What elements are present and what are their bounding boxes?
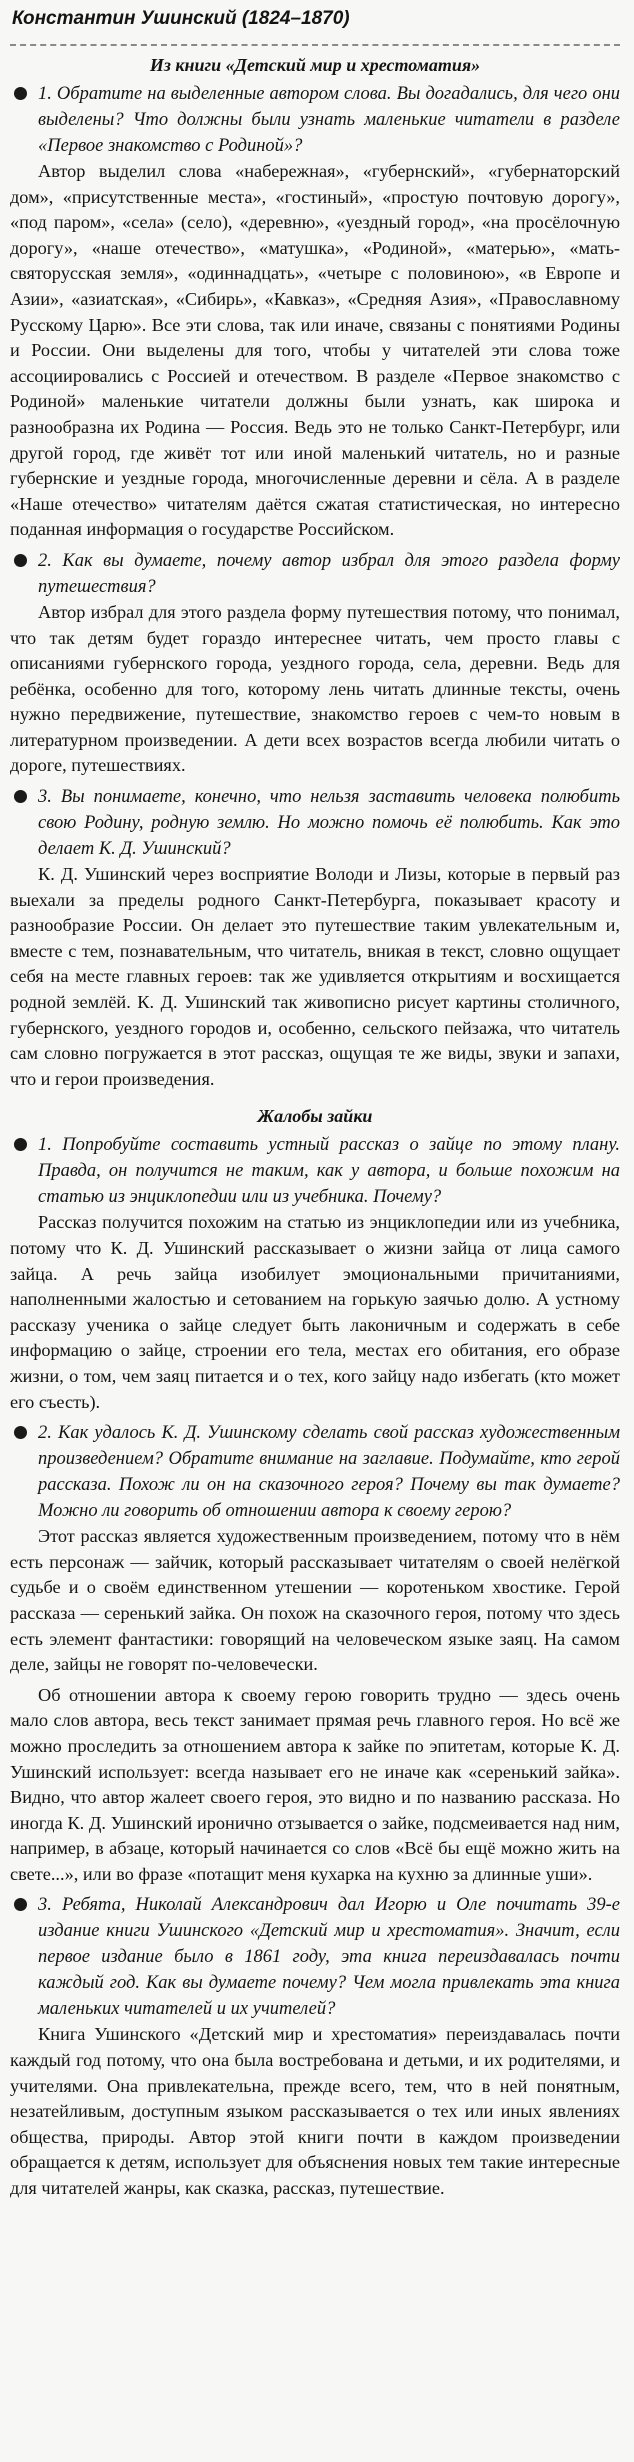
answer-paragraph: Этот рассказ является художественным произведением, потому что в нём есть персонаж — зайчик, который рассказывает читателям о своей нелёгкой судьбе и о своём единственном утешении — коротеньком хвостике. Герой рассказа — серенький зайка. Он похож на сказочного героя, потому что здесь есть элемент фантастики: говорящий на человеческом языке заяц. На самом деле, зайцы не говорят по-человечески. (10, 1526, 620, 1675)
section-zhaloby-zaiki (10, 1103, 620, 2201)
question-item (10, 1892, 620, 2022)
header-divider (10, 44, 620, 46)
question-item (10, 548, 620, 600)
answer-paragraph: Автор выделил слова «набережная», «губернский», «губернаторский дом», «присутственные места», «гостиный», «простую почтовую дорогу», «под паром», «села» (село), «деревню», «уездный город», «на просёлочную дорогу», «наше отечество», «матушка», «Родиной», «матерью», «мать-святорусская земля», «одиннадцать», «четыре с половиною», «в Европе и Азии», «азиатская», «Сибирь», «Кавказ», «Средняя Азия», «Православному Русскому Царю». Все эти слова, так или иначе, связаны с понятиями Родины и России. Они выделены для того, чтобы у читателей эти слова тоже ассоциировались с Россией и отечеством. В разделе «Первое знакомство с Родиной» маленькие читатели должны были узнать, как широка и разнообразна их Родина — Россия. Ведь это не только Санкт-Петербург, или другой город, где живёт тот или иной маленький читатель, но и разные губернские и уездные города, многочисленные деревни и сёла. А в разделе «Наше отечество» читателям даётся сжатая статистическая, но интересно поданная информация о государстве Российском. (10, 161, 620, 540)
answer-paragraph: Автор избрал для этого раздела форму путешествия потому, что понимал, что так детям будет гораздо интереснее читать, чем просто главы с описаниями губернского города, уездного города, села, деревни. Ведь для ребёнка, особенно для того, которому лень читать длинные тексты, очень нужно передвижение, путешествие, знакомство героев с чем-то новым в литературном произведении. А дети всех возрастов всегда любили читать о дороге, путешествиях. (10, 601, 620, 776)
bullet-icon (14, 87, 27, 100)
bullet-icon (14, 1898, 27, 1911)
question-item (10, 1132, 620, 1210)
bullet-icon (14, 1426, 27, 1439)
answer-paragraph: К. Д. Ушинский через восприятие Володи и Лизы, которые в первый раз выехали за пределы родного Санкт-Петербурга, показывает красоту и разнообразие России. Он делает это путешествие таким увлекательным и, вместе с тем, познавательным, что читатель, вникая в текст, словно ощущает себя на месте главных героев: так же удивляется открытиям и восхищается родной землёй. К. Д. Ушинский так живописно рисует картины столичного, губернского, уездного городов и, особенно, сельского пейзажа, что читатель сам словно погружается в этот рассказ, ощущая те же виды, звуки и запахи, что и герои произведения. (10, 864, 620, 1089)
bullet-icon (14, 790, 27, 803)
question-text: 2. Как вы думаете, почему автор избрал для этого раздела форму путешествия? (38, 550, 620, 597)
answer-paragraph: Рассказ получится похожим на статью из энциклопедии или из учебника, потому что К. Д. Ушинский рассказывает о жизни зайца от лица самого зайца. А речь зайца изобилует эмоциональными причитаниями, наполненными жалостью и сетованием на горькую заячью долю. А устному рассказу ученика о зайце следует быть лаконичным и содержать в себе информацию о зайце, строении его тела, местах его обитания, его образе жизни, о том, чем заяц питается и о тех, кого зайцу надо избегать (кто может его съесть). (10, 1212, 620, 1412)
question-item (10, 784, 620, 862)
running-head: Константин Ушинский (1824–1870) (12, 8, 350, 29)
section-detsky-mir (10, 52, 620, 1092)
answer-paragraph: Об отношении автора к своему герою говорить трудно — здесь очень мало слов автора, весь текст занимает прямая речь главного героя. Но всё же можно проследить за отношением автора к зайке по эпитетам, которые К. Д. Ушинский использует: всегда называет его не иначе как «серенький зайка». Видно, что автор жалеет своего героя, это видно и по названию рассказа. Но иногда К. Д. Ушинский иронично отзывается о зайке, подсмеивается над ним, например, в абзаце, который начинается со слов «Всё бы ещё можно жить на свете...», или во фразе «потащит меня кухарка на кухню за длинные уши». (10, 1684, 620, 1884)
bullet-icon (14, 554, 27, 567)
bullet-icon (14, 1138, 27, 1151)
question-text: 1. Обратите на выделенные автором слова. Вы догадались, для чего они выделены? Что должны были узнать маленькие читатели в разделе «Первое знакомство с Родиной»? (38, 84, 620, 156)
answer-paragraph: Книга Ушинского «Детский мир и хрестоматия» переиздавалась почти каждый год потому, что она была востребована и детьми, и их родителями, и учителями. Она привлекательна, прежде всего, тем, что в ней понятным, незатейливым, доступным языком рассказывается о тех или иных явлениях общества, природы. Автор этой книги почти в каждом произведении обращается к детям, использует для объяснения новых тем такие интересные для читателей жанры, как сказка, рассказ, путешествие. (10, 2024, 620, 2199)
question-item (10, 1420, 620, 1524)
section-title: Жалобы зайки (257, 1106, 373, 1127)
section-title: Из книги «Детский мир и хрестоматия» (149, 55, 481, 75)
question-text: 3. Вы понимаете, конечно, что нельзя заставить человека полюбить свою Родину, родную землю. Но можно помочь её полюбить. Как это делает К. Д. Ушинский? (38, 787, 620, 860)
question-text: 2. Как удалось К. Д. Ушинскому сделать свой рассказ художественным произведением? Обратите внимание на заглавие. Подумайте, кто герой рассказа. Похож ли он на сказочного героя? Почему вы так думаете? Можно ли говорить об отношении автора к своему герою? (38, 1423, 620, 1522)
question-text: 3. Ребята, Николай Александрович дал Игорю и Оле почитать 39-е издание книги Ушинского «Детский мир и хрестоматия». Значит, если первое издание было в 1861 году, эта книга переиздавалась почти каждый год. Как вы думаете почему? Чем могла привлекать эта книга маленьких читателей и их учителей? (38, 1895, 620, 2020)
question-text: 1. Попробуйте составить устный рассказ о зайце по этому плану. Правда, он получится не таким, как у автора, и больше похожим на статью из энциклопедии или из учебника. Почему? (38, 1135, 620, 1208)
question-item (10, 81, 620, 159)
